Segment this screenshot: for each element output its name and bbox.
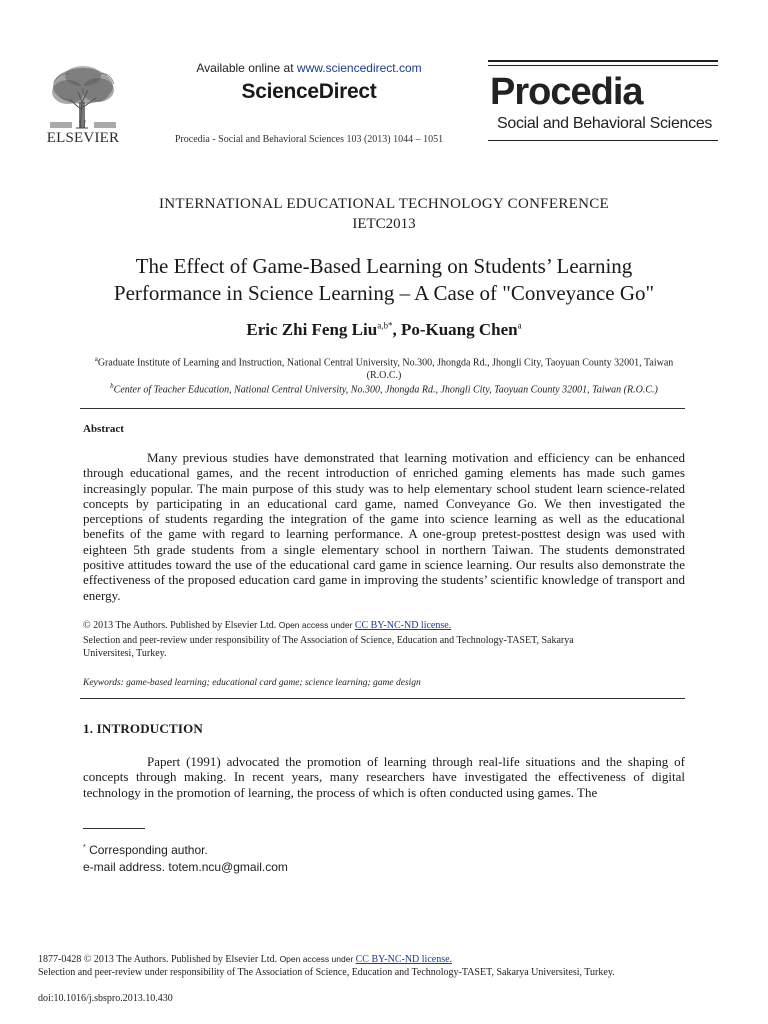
footnote-text: Corresponding author.: [85, 843, 208, 857]
abstract-body: Many previous studies have demonstrated that learning motivation and efficiency can be enhanced through educational games, and the recent introduction of enriched gaming elements has made such games increasingly popular. The main purpose of this study was to help elementary school student learn science-related concepts by participating in an educational card game, named Conveyance Go. We then investigated the perceptions of students regarding the integration of the game into science learning as well as the educational benefits of the game with regard to learning performance. A one-group pretest-posttest design was used with eighteen 5th grade students from a single elementary school in northern Taiwan. The students demonstrated positive attitudes toward the use of the educational card game in science learning. Our results also demonstrate the effectiveness of the proposed education card game in improving the students’ scientific knowledge of transport and energy.: [83, 450, 685, 603]
procedia-subtitle: Social and Behavioral Sciences: [497, 115, 713, 132]
introduction-body: Papert (1991) advocated the promotion of learning through real-life situations and the shaping of concepts through making. In recent years, many researchers have investigated the effectiveness of digital technology in the promotion of learning, the process of which is often conducted using games. The: [83, 754, 685, 800]
copyright-text: © 2013 The Authors. Published by Elsevier Ltd.: [83, 620, 279, 631]
conference-code: IETC2013: [352, 216, 416, 232]
conference-name: INTERNATIONAL EDUCATIONAL TECHNOLOGY CONFERENCE: [158, 196, 610, 212]
procedia-rule-top: [488, 60, 718, 62]
keywords: Keywords: game-based learning; educational card game; science learning; game design: [83, 678, 421, 688]
peer-review-statement: Selection and peer-review under responsibility of The Association of Science, Education and Technology-TASET, Sakarya Universitesi, Turkey.: [83, 635, 574, 659]
footnote-mark: *: [83, 844, 86, 851]
introduction-heading: 1. INTRODUCTION: [83, 721, 204, 736]
footer-issn-line: [38, 953, 658, 966]
open-access-label: Open access under: [278, 620, 355, 630]
journal-citation: Procedia - Social and Behavioral Sciences 103 (2013) 1044 – 1051: [174, 134, 444, 145]
affiliation-mark: a: [94, 355, 98, 363]
publisher-name: ELSEVIER: [46, 130, 120, 146]
affiliation-text: Center of Teacher Education, National Central University, No.300, Jhongda Rd., Jhongli City, Taoyuan County 32001, Taiwan (R.O.C.): [113, 384, 658, 396]
paper-title-line-2: Performance in Science Learning – A Case of "Conveyance Go": [113, 281, 655, 305]
procedia-rule-bottom: [488, 140, 718, 141]
author-name: Po-Kuang Chen: [400, 320, 518, 339]
footer-license-link[interactable]: CC BY-NC-ND license.: [355, 954, 453, 965]
sciencedirect-wordmark: ScienceDirect: [241, 80, 377, 103]
available-online-prefix: Available online at: [196, 61, 297, 75]
footer-doi: doi:10.1016/j.sbspro.2013.10.430: [38, 993, 173, 1004]
author-list: [60, 320, 708, 340]
procedia-rule-mid: [488, 65, 718, 66]
footer-issn-text: 1877-0428 © 2013 The Authors. Published by Elsevier Ltd.: [38, 954, 280, 965]
author-name: Eric Zhi Feng Liu: [246, 320, 378, 339]
footer-open-access-label: Open access under: [279, 954, 356, 964]
author-affiliation-mark: a,b*: [377, 320, 393, 331]
author-separator: ,: [392, 320, 401, 339]
author-affiliation-mark: a: [517, 320, 522, 331]
copyright-line: [83, 619, 683, 632]
affiliation-text: Graduate Institute of Learning and Instruction, National Central University, No.300, Jhongda Rd., Jhongli City, Taoyuan County 32001, Taiwan (R.O.C.): [97, 357, 674, 382]
available-online-line: [150, 61, 468, 75]
paper-title-line-1: The Effect of Game-Based Learning on Students’ Learning: [135, 254, 633, 278]
affiliation-a: [80, 353, 688, 382]
license-link[interactable]: CC BY-NC-ND license.: [354, 620, 452, 631]
section-divider: [80, 408, 685, 409]
footnote-rule: [83, 828, 145, 829]
abstract-heading: Abstract: [83, 423, 124, 435]
footer-peer-review-statement: Selection and peer-review under responsibility of The Association of Science, Education and Technology-TASET, Sakarya Universitesi, Turkey.: [38, 967, 615, 978]
paper-title: [60, 253, 708, 307]
procedia-wordmark: Procedia: [490, 71, 643, 113]
footnote-email: e-mail address. totem.ncu@gmail.com: [83, 860, 288, 874]
sciencedirect-url-link[interactable]: www.sciencedirect.com: [296, 61, 422, 75]
footnote-corresponding-author: [83, 843, 208, 857]
affiliation-b: [80, 380, 688, 396]
section-divider: [80, 698, 685, 699]
affiliation-mark: b: [110, 382, 114, 390]
